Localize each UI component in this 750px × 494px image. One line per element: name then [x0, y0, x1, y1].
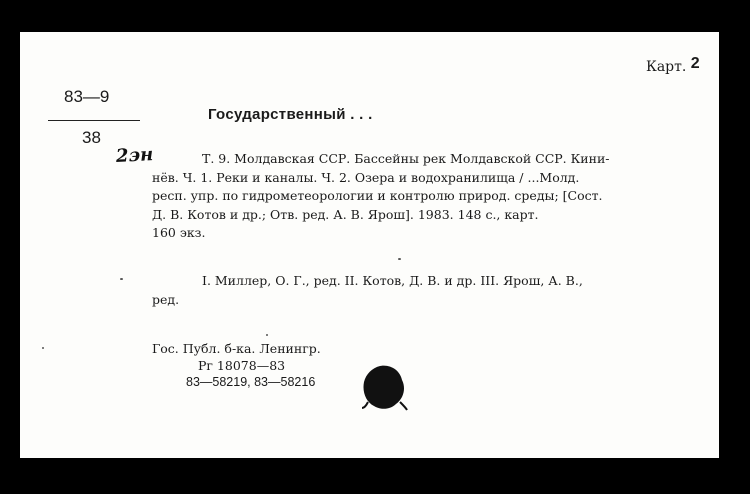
added-entries — [152, 272, 712, 309]
description-block — [152, 150, 712, 243]
handwritten-note: 2эн — [115, 144, 154, 167]
library-block — [152, 340, 321, 391]
description-line: 160 экз. — [152, 225, 206, 240]
speck — [120, 278, 123, 280]
library-name: Гос. Публ. б-ка. Ленингр. — [152, 341, 321, 356]
description-line: Т. 9. Молдавская ССР. Бассейны рек Молдавской ССР. Кини- — [202, 151, 610, 166]
registration-number: Рг 18078—83 — [198, 358, 286, 373]
kart-number: 2 — [690, 55, 700, 72]
card-number-label — [646, 55, 700, 76]
classification-divider — [48, 120, 140, 121]
entries-line: I. Миллер, О. Г., ред. II. Котов, Д. В. и др. III. Ярош, А. В., — [202, 273, 583, 288]
classification-bottom: 38 — [82, 128, 101, 147]
classification-top: 83—9 — [64, 87, 110, 106]
accession-numbers: 83—58219, 83—58216 — [186, 375, 316, 389]
ink-blot-icon — [360, 362, 408, 412]
speck — [266, 334, 268, 336]
entries-line: ред. — [152, 291, 180, 307]
description-line: респ. упр. по гидрометеорологии и контролю природ. среды; [Сост. — [152, 188, 603, 203]
catalog-card — [20, 32, 719, 458]
speck — [398, 258, 401, 260]
description-line: Д. В. Котов и др.; Отв. ред. А. В. Ярош]. 1983. 148 с., карт. — [152, 206, 539, 222]
speck — [42, 347, 44, 349]
description-line: нёв. Ч. 1. Реки и каналы. Ч. 2. Озера и водохранилища / ...Молд. — [152, 169, 580, 185]
card-heading: Государственный . . . — [208, 106, 373, 123]
kart-label: Карт. — [646, 59, 687, 75]
